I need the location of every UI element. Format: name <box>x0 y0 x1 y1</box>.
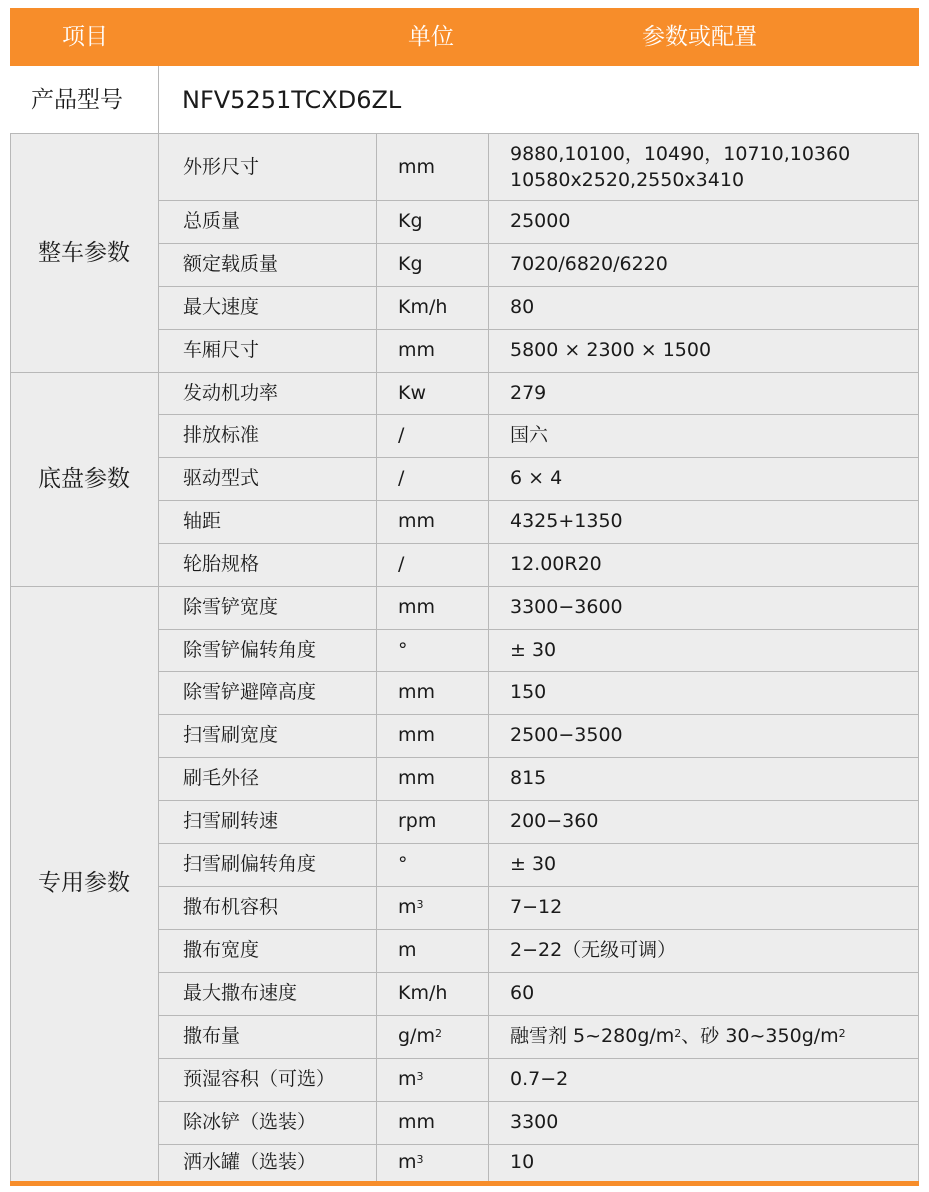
unit-text: mm <box>398 767 436 789</box>
col-divider <box>158 586 159 1181</box>
table-header <box>10 8 919 66</box>
value-text: 200−360 <box>510 810 599 832</box>
param-name: 总质量 <box>183 210 241 232</box>
unit-text: mm <box>398 724 436 746</box>
value-text: 60 <box>510 982 535 1004</box>
unit-superscript: 3 <box>416 1153 424 1166</box>
value-text: 12.00R20 <box>510 553 602 575</box>
param-unit <box>398 457 404 500</box>
param-name: 撒布量 <box>183 1025 241 1047</box>
param-name: 撒布机容积 <box>183 896 279 918</box>
param-value <box>510 372 546 414</box>
param-unit <box>398 500 435 543</box>
param-name: 洒水罐（选装） <box>183 1151 317 1173</box>
param-unit <box>398 757 435 800</box>
param-unit <box>398 1058 424 1101</box>
unit-text: Km/h <box>398 296 448 318</box>
value-text: ± 30 <box>510 853 557 875</box>
value-text: 25000 <box>510 210 571 232</box>
header-unit: 单位 <box>408 24 454 50</box>
param-unit <box>398 134 435 200</box>
param-value <box>510 543 602 586</box>
value-text: 0.7−2 <box>510 1068 569 1090</box>
value-text: 2−22（无级可调） <box>510 939 677 961</box>
value-text: 10 <box>510 1151 535 1173</box>
value-superscript-2: 2 <box>838 1027 846 1040</box>
param-value <box>510 1015 846 1058</box>
value-text: 3300−3600 <box>510 596 623 618</box>
value-text: 3300 <box>510 1111 559 1133</box>
param-value <box>510 843 556 886</box>
param-unit <box>398 629 408 671</box>
param-value <box>510 1058 568 1101</box>
unit-text: m <box>398 939 417 961</box>
value-text: 6 × 4 <box>510 467 563 489</box>
param-name: 轴距 <box>183 510 222 532</box>
unit-text: rpm <box>398 810 437 832</box>
param-name: 除冰铲（选装） <box>183 1111 317 1133</box>
row-divider <box>158 286 919 287</box>
value-line-2: 10580x2520,2550x3410 <box>510 169 745 191</box>
param-unit <box>398 1101 435 1144</box>
param-name: 额定载质量 <box>183 253 279 275</box>
unit-text: ° <box>398 639 408 661</box>
value-text: ± 30 <box>510 639 557 661</box>
param-name: 轮胎规格 <box>183 553 260 575</box>
col-divider <box>158 134 159 372</box>
param-name: 发动机功率 <box>183 382 279 404</box>
param-value <box>510 929 676 972</box>
unit-text: m <box>398 896 417 918</box>
unit-text: m <box>398 1151 417 1173</box>
model-row <box>10 66 919 134</box>
unit-text: mm <box>398 596 436 618</box>
param-value <box>510 714 623 757</box>
param-unit <box>398 329 435 372</box>
param-value <box>510 243 668 286</box>
param-unit <box>398 714 435 757</box>
param-unit <box>398 929 417 972</box>
value-text: 150 <box>510 681 547 703</box>
param-value <box>510 141 850 193</box>
param-value <box>510 500 623 543</box>
param-unit <box>398 843 408 886</box>
value-text: 815 <box>510 767 547 789</box>
header-item: 项目 <box>62 24 108 50</box>
unit-text: mm <box>398 339 436 361</box>
col-divider <box>488 586 489 1181</box>
param-name: 最大速度 <box>183 296 260 318</box>
col-divider <box>376 372 377 586</box>
param-value <box>510 200 570 243</box>
param-unit <box>398 800 436 843</box>
param-value <box>510 329 711 372</box>
unit-text: mm <box>398 1111 436 1133</box>
unit-superscript: 3 <box>416 1070 424 1083</box>
param-value <box>510 286 534 329</box>
value-text: 融雪剂 5~280g/m <box>510 1025 675 1047</box>
unit-text: mm <box>398 681 436 703</box>
param-value <box>510 972 534 1015</box>
value-text: 279 <box>510 382 547 404</box>
unit-text: Kg <box>398 210 423 232</box>
param-unit <box>398 886 424 929</box>
param-name: 除雪铲宽度 <box>183 596 279 618</box>
param-name: 刷毛外径 <box>183 767 260 789</box>
param-name: 驱动型式 <box>183 467 260 489</box>
param-name: 排放标准 <box>183 424 260 446</box>
value-text: 国六 <box>510 424 549 446</box>
unit-text: mm <box>398 510 436 532</box>
col-divider <box>376 134 377 372</box>
unit-text: ° <box>398 853 408 875</box>
param-unit <box>398 414 404 457</box>
param-value <box>510 1101 558 1144</box>
param-name: 除雪铲避障高度 <box>183 681 317 703</box>
param-unit <box>398 972 447 1015</box>
param-name: 撒布宽度 <box>183 939 260 961</box>
col-divider <box>158 372 159 586</box>
param-value <box>510 671 546 714</box>
param-name: 扫雪刷偏转角度 <box>183 853 317 875</box>
param-unit <box>398 243 423 286</box>
unit-text: / <box>398 553 405 575</box>
param-unit <box>398 200 423 243</box>
param-value <box>510 586 623 629</box>
param-value <box>510 886 562 929</box>
value-text: 7020/6820/6220 <box>510 253 668 275</box>
col-divider <box>488 372 489 586</box>
unit-text: mm <box>398 156 436 178</box>
unit-text: Kg <box>398 253 423 275</box>
param-name: 扫雪刷转速 <box>183 810 279 832</box>
value-text-2: 、砂 30~350g/m <box>681 1025 839 1047</box>
value-text: 4325+1350 <box>510 510 623 532</box>
unit-text: Kw <box>398 382 426 404</box>
param-unit <box>398 286 447 329</box>
col-divider <box>488 134 489 372</box>
param-unit <box>398 372 426 414</box>
param-value <box>510 1144 534 1181</box>
value-line-1: 9880,10100，10490，10710,10360 <box>510 143 851 165</box>
param-value <box>510 414 548 457</box>
param-name: 预湿容积（可选） <box>183 1068 336 1090</box>
param-unit <box>398 543 404 586</box>
group-label: 底盘参数 <box>38 466 130 492</box>
param-value <box>510 629 556 671</box>
value-text: 80 <box>510 296 535 318</box>
param-unit <box>398 671 435 714</box>
value-text: 2500−3500 <box>510 724 623 746</box>
param-value <box>510 457 562 500</box>
param-unit <box>398 1144 424 1181</box>
value-text: 5800 × 2300 × 1500 <box>510 339 712 361</box>
header-param: 参数或配置 <box>642 24 757 50</box>
unit-text: / <box>398 424 405 446</box>
param-name: 扫雪刷宽度 <box>183 724 279 746</box>
unit-text: Km/h <box>398 982 448 1004</box>
group-label: 专用参数 <box>38 870 130 896</box>
param-unit <box>398 1015 442 1058</box>
group-label: 整车参数 <box>38 240 130 266</box>
model-value: NFV5251TCXD6ZL <box>182 86 402 114</box>
unit-text: / <box>398 467 405 489</box>
model-divider <box>158 66 159 134</box>
param-value <box>510 800 598 843</box>
unit-superscript: 3 <box>416 898 424 911</box>
param-name: 最大撒布速度 <box>183 982 298 1004</box>
col-divider <box>376 586 377 1181</box>
param-unit <box>398 586 435 629</box>
value-text: 7−12 <box>510 896 563 918</box>
param-name: 车厢尺寸 <box>183 339 260 361</box>
unit-text: g/m <box>398 1025 435 1047</box>
unit-superscript: 2 <box>434 1027 442 1040</box>
param-name: 外形尺寸 <box>183 156 260 178</box>
bottom-accent-bar <box>10 1181 919 1186</box>
param-name: 除雪铲偏转角度 <box>183 639 317 661</box>
unit-text: m <box>398 1068 417 1090</box>
param-value <box>510 757 546 800</box>
model-label: 产品型号 <box>31 87 123 113</box>
value-superscript: 2 <box>674 1027 682 1040</box>
